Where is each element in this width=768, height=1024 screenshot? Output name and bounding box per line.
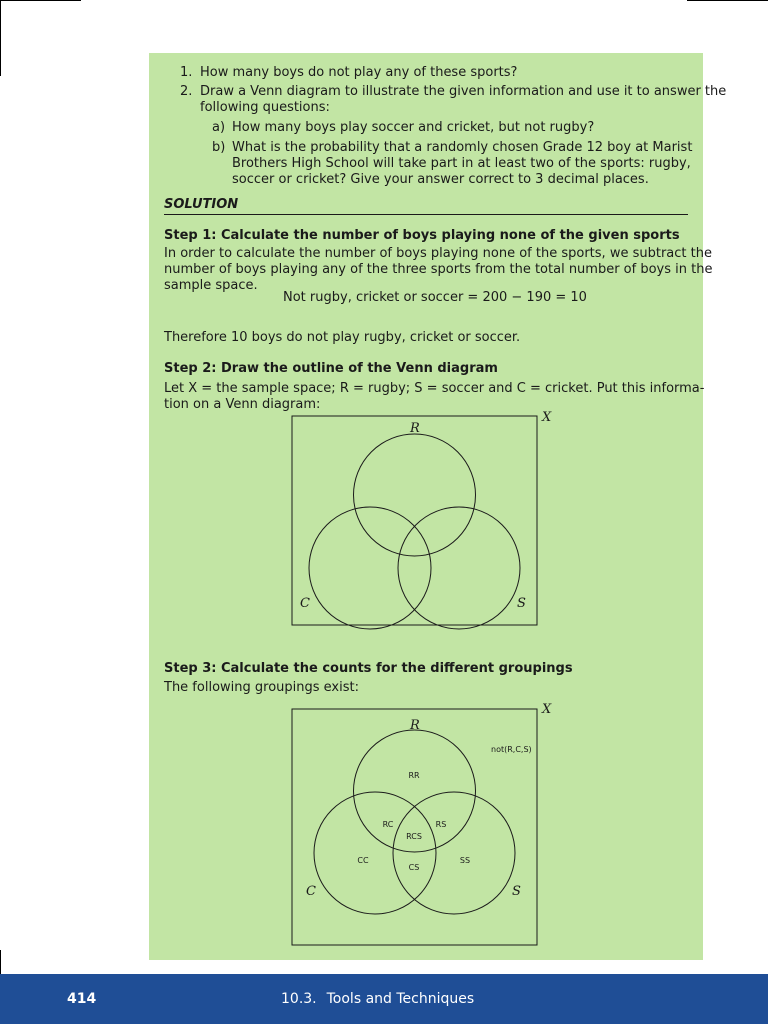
region-not-rcs: not(R,C,S) [491, 745, 532, 754]
venn-diagram-outline [280, 405, 560, 635]
venn-1-circle-r [354, 434, 476, 556]
venn-diagram-groupings [280, 698, 560, 953]
subquestion-a-label: a) [212, 120, 226, 135]
subquestion-b-line-2: Brothers High School will take part in at least two of the sports: rugby, [232, 156, 691, 171]
subquestion-b-line-3: soccer or cricket? Give your answer correct to 3 decimal places. [232, 172, 649, 187]
venn-1-sample-space [292, 416, 537, 625]
solution-rule [164, 214, 688, 215]
venn-1-label-s: S [517, 596, 526, 611]
step-2-line-1: Let X = the sample space; R = rugby; S = soccer and C = cricket. Put this informa- [164, 381, 705, 396]
venn-1-circle-c [309, 507, 431, 629]
crop-mark-top-right-h [687, 0, 768, 1]
question-1-number: 1. [180, 65, 193, 80]
page-number: 414 [67, 991, 97, 1007]
step-1-line-2: number of boys playing any of the three sports from the total number of boys in the [164, 262, 713, 277]
question-2-number: 2. [180, 84, 193, 99]
section-number: 10.3. [281, 991, 317, 1007]
question-2-line-2: following questions: [200, 100, 330, 115]
venn-1-label-c: C [300, 596, 310, 611]
step-1-heading: Step 1: Calculate the number of boys playing none of the given sports [164, 228, 680, 243]
crop-mark-top-left-v [0, 0, 1, 76]
region-rs: RS [435, 820, 447, 829]
step-1-line-1: In order to calculate the number of boys playing none of the sports, we subtract the [164, 246, 712, 261]
crop-mark-top-left-h [0, 0, 81, 1]
step-3-line-1: The following groupings exist: [164, 680, 359, 695]
step-1-conclusion: Therefore 10 boys do not play rugby, cricket or soccer. [164, 330, 521, 345]
subquestion-b-label: b) [212, 140, 226, 155]
question-1-text: How many boys do not play any of these sports? [200, 65, 518, 80]
page-footer [0, 974, 768, 1024]
step-3-heading: Step 3: Calculate the counts for the different groupings [164, 661, 573, 676]
region-cc: CC [357, 856, 369, 865]
venn-1-label-r: R [410, 421, 420, 436]
venn-1-circle-s [398, 507, 520, 629]
venn-2-circle-s [393, 792, 515, 914]
venn-2-label-s: S [512, 884, 521, 899]
region-rcs: RCS [406, 832, 422, 841]
region-ss: SS [459, 856, 471, 865]
step-2-heading: Step 2: Draw the outline of the Venn diagram [164, 361, 498, 376]
region-rc: RC [382, 820, 394, 829]
region-cs: CS [408, 863, 420, 872]
venn-2-label-r: R [410, 718, 420, 733]
step-1-equation: Not rugby, cricket or soccer = 200 − 190 = 10 [283, 290, 587, 305]
region-rr: RR [408, 771, 420, 780]
question-2-line-1: Draw a Venn diagram to illustrate the given information and use it to answer the [200, 84, 727, 99]
step-2-line-2: tion on a Venn diagram: [164, 397, 321, 412]
section-title: Tools and Techniques [326, 991, 475, 1007]
venn-2-circle-c [314, 792, 436, 914]
venn-2-label-x: X [542, 702, 552, 717]
venn-2-label-c: C [306, 884, 316, 899]
subquestion-a-text: How many boys play soccer and cricket, but not rugby? [232, 120, 595, 135]
solution-heading: SOLUTION [164, 197, 239, 212]
crop-mark-bottom-left-v [0, 950, 1, 974]
running-header [281, 991, 474, 1007]
venn-1-label-x: X [542, 410, 552, 425]
subquestion-b-line-1: What is the probability that a randomly chosen Grade 12 boy at Marist [232, 140, 693, 155]
step-1-line-3: sample space. [164, 278, 258, 293]
